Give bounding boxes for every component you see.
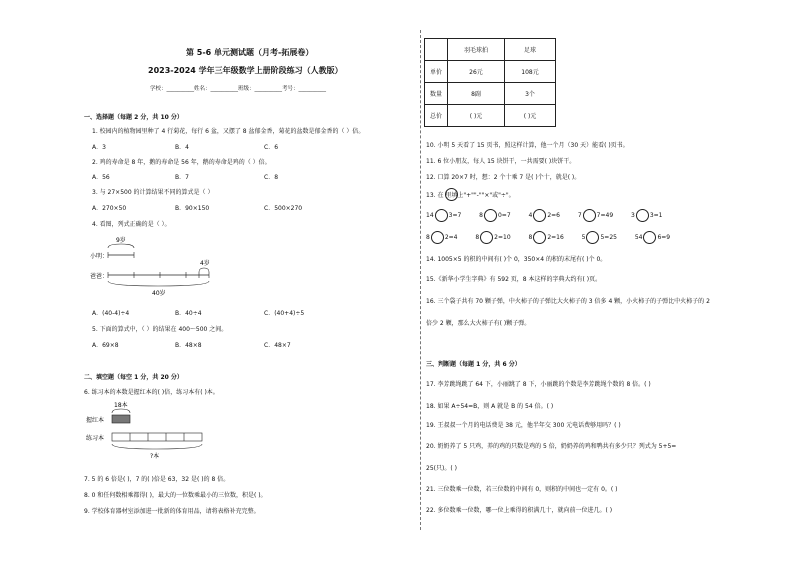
question-16-cont: 倍少 2 颗，那么大火柿子有( )颗子弹。 xyxy=(426,320,531,327)
q13-row-1 xyxy=(426,209,663,222)
q13-term: 7=49 xyxy=(596,212,614,219)
q4-brace-4 xyxy=(199,268,209,272)
q13-term: 2=16 xyxy=(547,234,564,241)
operator-circle-icon[interactable] xyxy=(636,209,649,222)
q1-option-b: B．4 xyxy=(175,144,189,151)
q4-label-9: 9岁 xyxy=(116,237,126,244)
operator-circle-icon[interactable] xyxy=(484,209,497,222)
q13-term: 2=4 xyxy=(444,234,458,241)
question-20-cont: 25(只)。( ) xyxy=(426,465,457,472)
q4-option-b: B．40÷4 xyxy=(175,310,202,317)
operator-circle-icon[interactable] xyxy=(533,209,546,222)
operator-circle-icon[interactable] xyxy=(533,231,546,244)
question-3: 3. 与 27×500 的计算结果不同的算式是（ ） xyxy=(92,189,214,196)
table-cell: 总价 xyxy=(425,105,448,127)
table-cell: 数量 xyxy=(425,83,448,105)
q4-label-baba: 爸爸： xyxy=(90,273,109,280)
q4-label-xiaoming: 小明： xyxy=(90,253,109,260)
question-22: 22. 多位数乘一位数，哪一位上乘得的积满几十，就向前一位进几。( ) xyxy=(426,507,613,514)
table-row xyxy=(425,83,556,105)
table-row xyxy=(425,61,556,83)
q13-term: 8 xyxy=(479,212,483,219)
table-cell: 3个 xyxy=(505,83,556,105)
section3-heading: 三、判断题（每题 1 分，共 6 分） xyxy=(426,361,521,368)
q4-brace-40 xyxy=(108,281,209,286)
operator-circle-icon[interactable] xyxy=(435,209,448,222)
table-row xyxy=(425,105,556,127)
question-8: 8. 0 和任何数相乘都得( )，最大的一位数乘最小的三位数，积是( )。 xyxy=(84,492,267,499)
q13-term: 3=1 xyxy=(649,212,663,219)
q13-term: 14 xyxy=(426,212,434,219)
q5-option-a: A．69×8 xyxy=(92,342,119,349)
table-cell: 单价 xyxy=(425,61,448,83)
q4-line-diagram xyxy=(88,232,228,300)
table-cell: 108元 xyxy=(505,61,556,83)
q13-circle-icon xyxy=(445,188,458,201)
q2-option-b: B．7 xyxy=(175,174,189,181)
q3-option-c: C．500×270 xyxy=(264,205,303,212)
q13-term: 7 xyxy=(577,212,582,219)
table-cell: 足球 xyxy=(505,39,556,61)
q1-option-a: A．3 xyxy=(92,144,106,151)
q13-term: 0=7 xyxy=(497,212,511,219)
question-6: 6. 练习本的本数是握红本的( )倍，练习本有( )本。 xyxy=(84,389,219,396)
question-15: 15.《新华小学生字典》有 592 页，8 本这样的字典大约有( )页。 xyxy=(426,276,602,283)
q6-label-18: 18本 xyxy=(114,402,128,409)
q13-term: 3 xyxy=(631,212,635,219)
table-cell[interactable]: ( )元 xyxy=(505,105,556,127)
section2-heading: 二、填空题（每空 1 分，共 20 分） xyxy=(84,374,183,381)
q6-label-hongben: 握红本 xyxy=(86,417,105,424)
table-cell[interactable]: ( )元 xyxy=(448,105,505,127)
q4-option-a: A．(40-4)÷4 xyxy=(92,310,130,317)
q4-option-c: C．(40+4)÷5 xyxy=(264,310,305,317)
table-cell xyxy=(425,39,448,61)
q13-term: 2=6 xyxy=(547,212,560,219)
question-9: 9. 学校体育器材室添加进一批新的体育用品，请将表格补充完整。 xyxy=(84,508,260,515)
q4-label-40: 40岁 xyxy=(152,290,166,297)
question-12: 12. 口算 20×7 时，想：2 个十乘 7 是( )个十，就是( )。 xyxy=(426,174,581,181)
question-17: 17. 李芳跳绳跳了 64 下，小丽跳了 8 下，小丽跳的个数是李芳跳绳个数的 8 倍。( ) xyxy=(426,381,651,388)
q13-term: 5 xyxy=(581,234,586,241)
q13-term: 54 xyxy=(634,234,643,241)
page-subtitle: 2023-2024 学年三年级数学上册阶段练习（人教版） xyxy=(148,66,343,75)
q2-option-a: A．56 xyxy=(92,174,110,181)
table-cell: 羽毛球拍 xyxy=(448,39,505,61)
q5-option-b: B．48×8 xyxy=(175,342,202,349)
q4-label-4: 4岁 xyxy=(200,260,210,267)
price-table xyxy=(424,38,556,127)
q13-term: 6=9 xyxy=(657,234,671,241)
question-11: 11. 6 位小朋友，每人 15 块饼干，一共需要( )块饼干。 xyxy=(426,158,576,165)
question-4: 4. 看图，列式正确的是（ ）。 xyxy=(92,221,171,228)
q4-brace-top xyxy=(108,244,134,248)
operator-circle-icon[interactable] xyxy=(480,231,493,244)
question-21: 21. 三位数乘一位数，若三位数的中间有 0，则积的中间也一定有 0。( ) xyxy=(426,486,618,493)
question-1: 1. 校园内的植物园里种了 4 行菊花，每行 6 盆，又摆了 8 盆郁金香，菊花的盆数是郁金香的（ ）倍。 xyxy=(92,128,365,135)
q13-row-2 xyxy=(426,231,670,244)
table-header-row xyxy=(425,39,556,61)
q13-term: 5=25 xyxy=(600,234,617,241)
q6-label-lianxi: 练习本 xyxy=(86,435,105,442)
question-18: 18. 如果 A÷54=B，则 A 就是 B 的 54 倍。( ) xyxy=(426,403,554,410)
column-divider xyxy=(420,30,421,530)
operator-circle-icon[interactable] xyxy=(586,231,599,244)
q1-option-c: C．6 xyxy=(264,144,279,151)
table-cell: 8副 xyxy=(448,83,505,105)
operator-circle-icon[interactable] xyxy=(643,231,656,244)
q13-term: 3=7 xyxy=(448,212,462,219)
q6-lianxi-bar xyxy=(112,433,202,441)
question-20: 20. 奶奶养了 5 只鸡，养的鸡的只数是鸡的 5 倍，奶奶养的鸡和鸭共有多少只？列式为 5+5= xyxy=(426,443,677,450)
question-5: 5. 下面的算式中，（ ）的结果在 400～500 之间。 xyxy=(92,326,228,333)
q13-term: 8 xyxy=(426,234,430,241)
q6-hongben-bar xyxy=(112,415,130,423)
q6-bar-diagram xyxy=(84,400,224,462)
question-10: 10. 小明 5 天看了 15 页书，照这样计算，他一个月（30 天）能看( )页书。 xyxy=(426,142,629,149)
q13-term: 4 xyxy=(528,212,533,219)
section1-heading: 一、选择题（每题 2 分，共 10 分） xyxy=(84,114,183,121)
operator-circle-icon[interactable] xyxy=(583,209,596,222)
q3-option-b: B．90×150 xyxy=(175,205,210,212)
question-16: 16. 三个袋子共有 70 颗子弹，中火柿子的子弹比大火柿子的 3 倍多 4 颗，小火柿子的子弹比中火柿子的 2 xyxy=(426,298,710,305)
q13-term: 2=10 xyxy=(494,234,511,241)
student-info-fields: 学校：__________姓名：__________班级：__________考号：__________ xyxy=(150,86,327,92)
question-14: 14. 1005×5 的积的中间有( )个 0，350×4 的积的末尾有( )个 0。 xyxy=(426,256,607,263)
question-19: 19. 王叔叔一个月的电话费是 38 元，他半年交 300 元电话费够用吗？( ) xyxy=(426,422,621,429)
question-7: 7. 5 的 6 倍是( )，7 的( )倍是 63，32 是( )的 8 倍。 xyxy=(84,476,230,483)
table-cell: 26元 xyxy=(448,61,505,83)
q13-term: 8 xyxy=(528,234,533,241)
q2-option-c: C．8 xyxy=(264,174,279,181)
page-title: 第 5-6 单元测试题（月考-拓展卷） xyxy=(186,48,314,57)
operator-circle-icon[interactable] xyxy=(431,231,444,244)
question-2: 2. 鸡的寿命是 8 年，鹅的寿命是 56 年，鹅的寿命是鸡的（ ）倍。 xyxy=(92,159,271,166)
q6-label-q: ?本 xyxy=(150,453,160,460)
q5-option-c: C．48×7 xyxy=(264,342,291,349)
question-13: 13. 在 里填上"+""-""×"或"÷"。 xyxy=(426,192,515,199)
q13-term: 8 xyxy=(475,234,480,241)
q3-option-a: A．270×50 xyxy=(92,205,127,212)
